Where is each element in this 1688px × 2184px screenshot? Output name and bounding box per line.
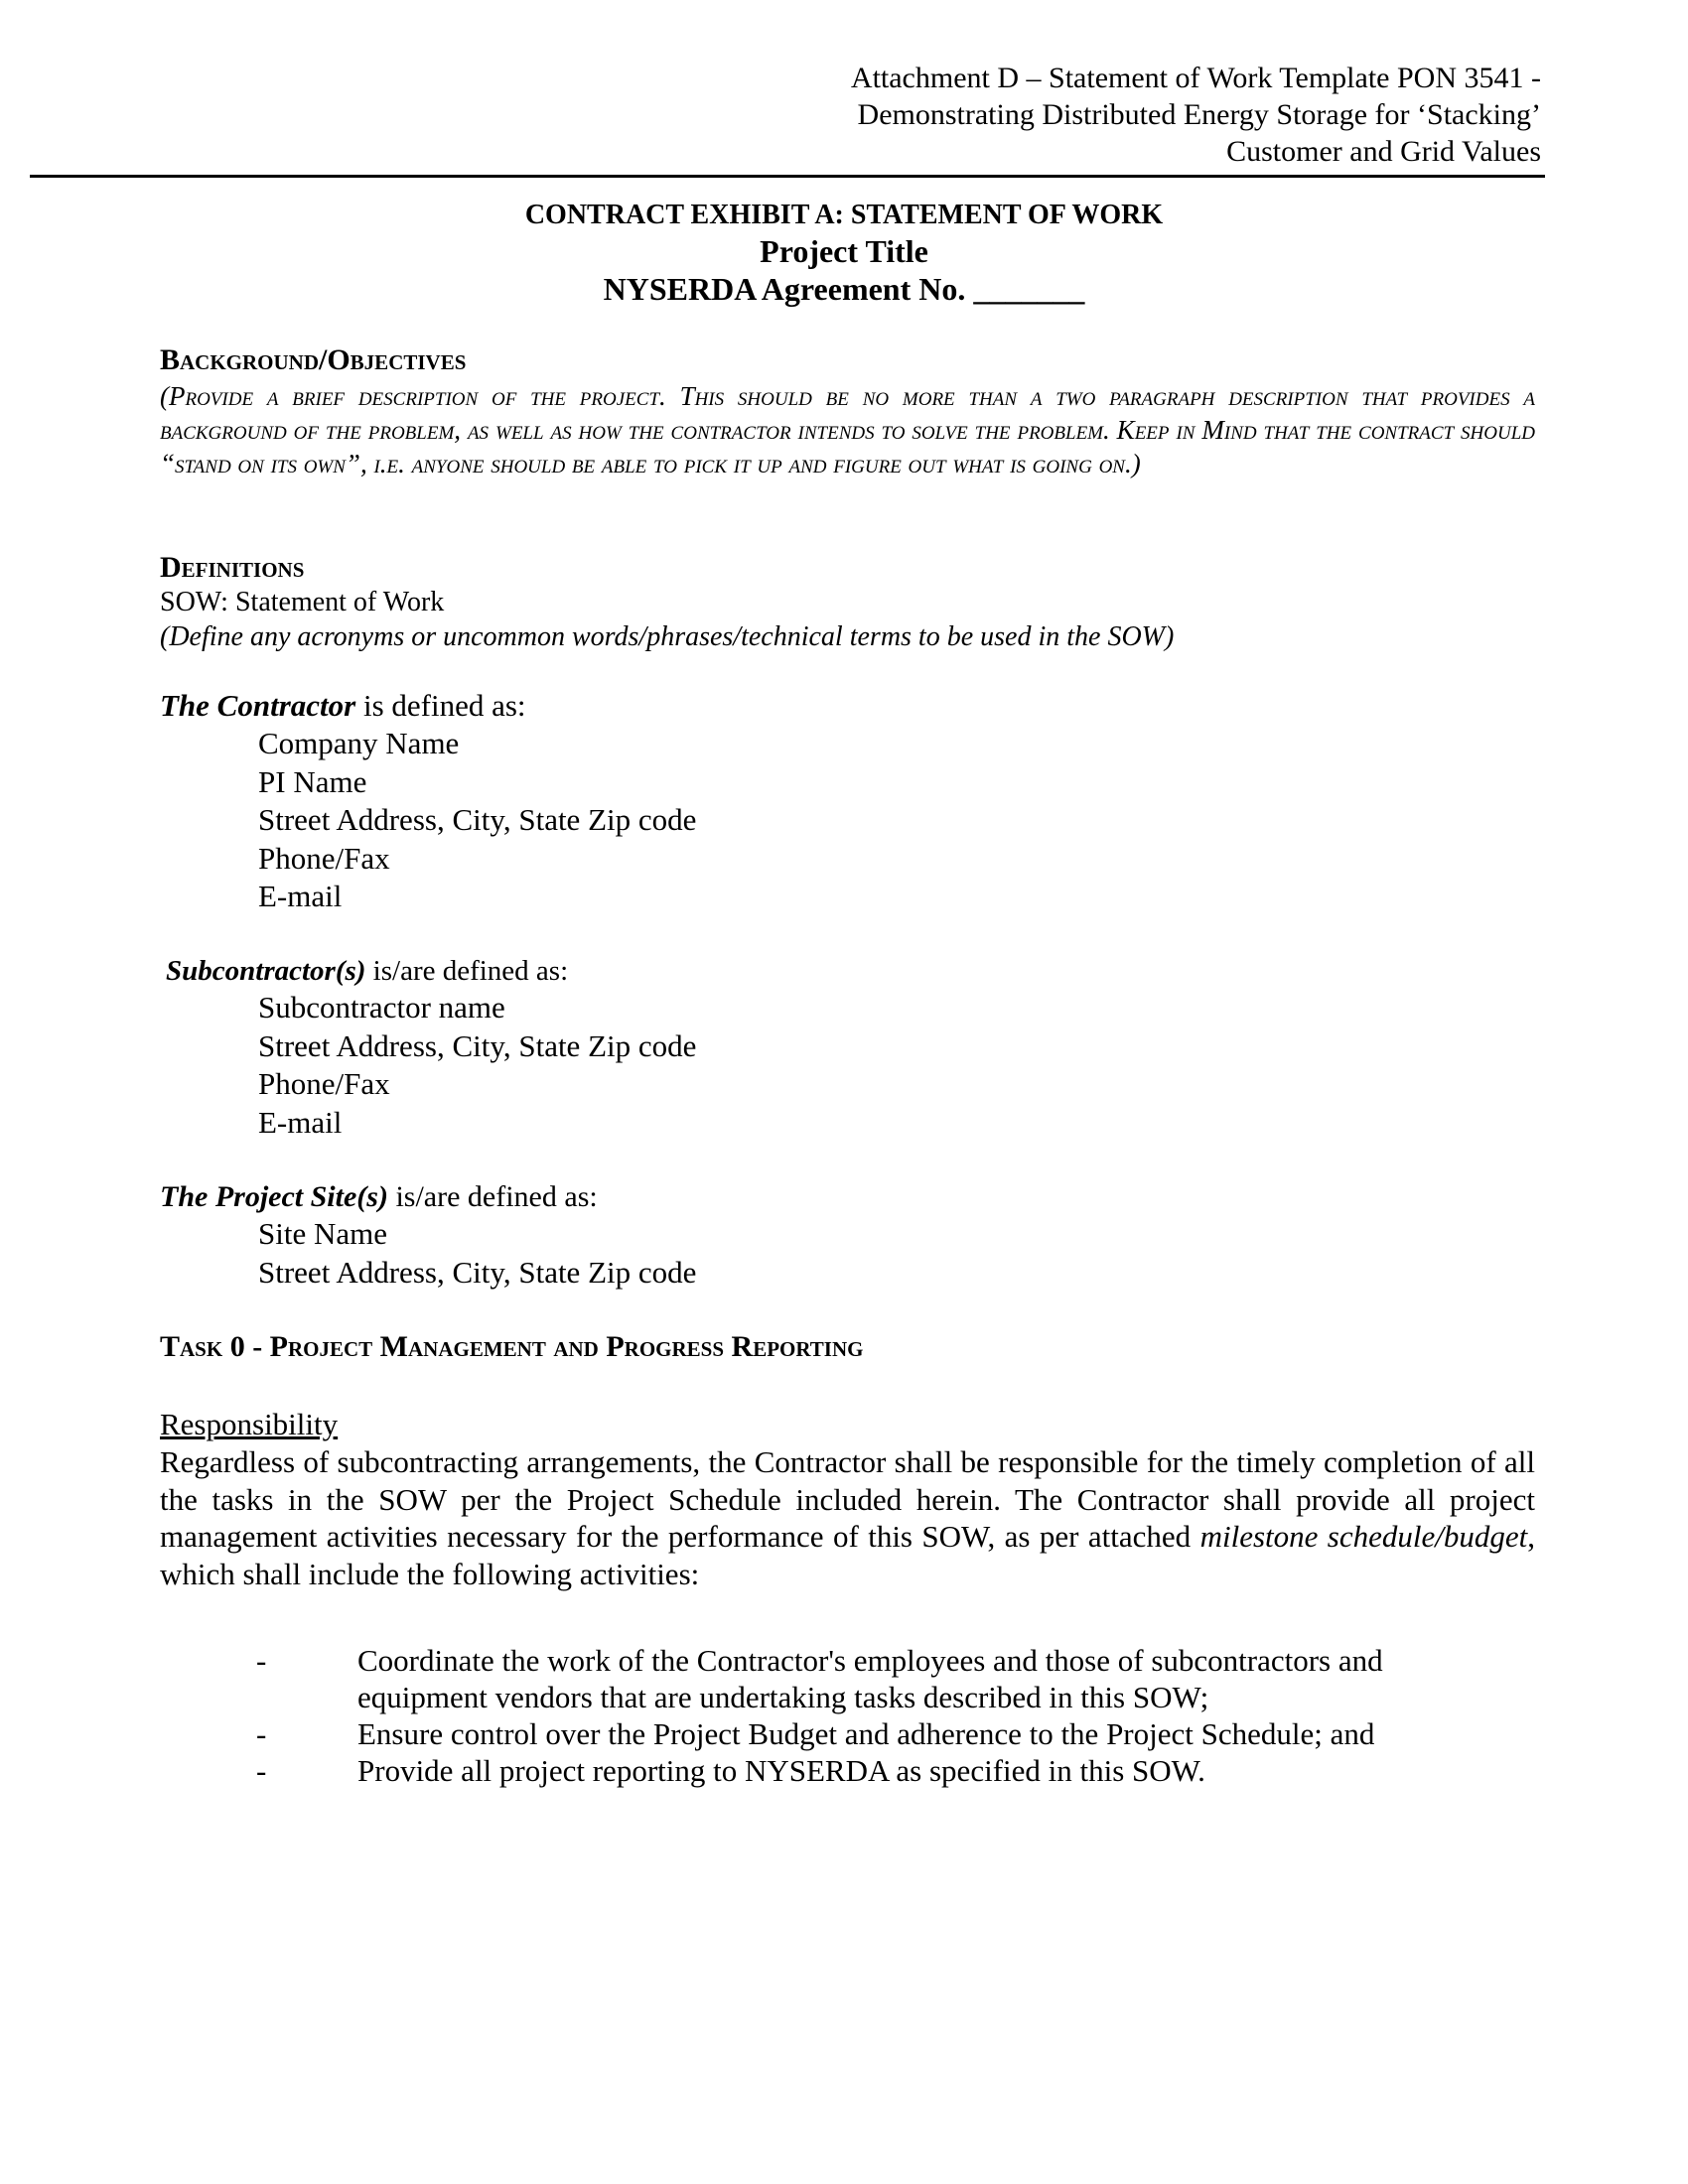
header-line-3: Customer and Grid Values	[1226, 135, 1541, 168]
list-item-text: Ensure control over the Project Budget and adherence to the Project Schedule; and	[357, 1716, 1375, 1751]
subcontractor-label: Subcontractor(s)	[166, 955, 366, 987]
definitions-heading: Definitions	[160, 551, 305, 584]
header-line-1: Attachment D – Statement of Work Template PON 3541 -	[850, 62, 1541, 94]
contractor-lead	[160, 687, 1535, 725]
responsibility-heading: Responsibility	[160, 1407, 339, 1441]
bullet-dash: -	[256, 1716, 267, 1751]
bullet-dash: -	[256, 1643, 267, 1678]
site-line: Street Address, City, State Zip code	[258, 1254, 697, 1290]
definition-sow: SOW: Statement of Work	[160, 587, 445, 617]
responsibility-section	[160, 1406, 1535, 1592]
subcontractor-line: E-mail	[258, 1104, 343, 1140]
contractor-section	[160, 687, 1535, 916]
agreement-number: NYSERDA Agreement No. _______	[603, 271, 1085, 307]
contractor-label: The Contractor	[160, 688, 356, 723]
list-item	[256, 1715, 1487, 1752]
title-block	[0, 199, 1688, 308]
activity-list	[256, 1642, 1487, 1789]
project-title: Project Title	[760, 233, 928, 269]
site-details	[160, 1215, 1535, 1292]
list-item	[256, 1752, 1487, 1789]
site-lead	[160, 1179, 1535, 1215]
subcontractor-suffix: is/are defined as:	[365, 955, 569, 987]
site-line: Site Name	[258, 1216, 387, 1251]
list-item	[256, 1642, 1487, 1715]
contractor-line: Street Address, City, State Zip code	[258, 802, 697, 837]
site-suffix: is/are defined as:	[387, 1180, 598, 1213]
background-text: (Provide a brief description of the project. This should be no more than a two paragraph description that provides a background of the problem, as well as how the contractor intends to solve the problem. Keep in Mind that the contract should “stand on its own”, i.e. anyone should be able to pick it up and figure out what is going on.)	[160, 381, 1535, 478]
list-item-text: Coordinate the work of the Contractor's employees and those of subcontractors and equipment vendors that are undertaking tasks described in this SOW;	[357, 1643, 1383, 1714]
subcontractor-section	[166, 953, 1541, 1142]
background-heading: Background/Objectives	[160, 343, 467, 376]
site-label: The Project Site(s)	[160, 1180, 388, 1213]
subcontractor-line: Street Address, City, State Zip code	[258, 1027, 697, 1063]
subcontractor-line: Phone/Fax	[258, 1066, 390, 1101]
header-divider	[30, 175, 1545, 178]
subcontractor-details	[166, 989, 1541, 1142]
contractor-line: Company Name	[258, 726, 460, 760]
contractor-suffix: is defined as:	[355, 688, 526, 723]
background-section	[160, 343, 1535, 480]
contractor-line: Phone/Fax	[258, 840, 390, 876]
list-item-text: Provide all project reporting to NYSERDA as specified in this SOW.	[357, 1753, 1205, 1788]
subcontractor-line: Subcontractor name	[258, 990, 505, 1024]
task0-heading-block	[160, 1330, 1535, 1364]
page-header	[647, 60, 1541, 170]
contractor-line: PI Name	[258, 763, 367, 799]
definitions-section	[160, 551, 1535, 654]
responsibility-text-end: , which shall include the following activities:	[160, 1519, 1536, 1591]
contractor-details	[160, 725, 1535, 916]
project-site-section	[160, 1179, 1535, 1292]
contractor-line: E-mail	[258, 879, 343, 913]
bullet-dash: -	[256, 1753, 267, 1788]
definitions-note: (Define any acronyms or uncommon words/phrases/technical terms to be used in the SOW)	[160, 621, 1175, 652]
task0-heading: Task 0 - Project Management and Progress Reporting	[160, 1330, 864, 1363]
header-line-2: Demonstrating Distributed Energy Storage for ‘Stacking’	[857, 98, 1541, 131]
responsibility-paragraph	[160, 1443, 1535, 1592]
responsibility-text-italic: milestone schedule/budget	[1199, 1519, 1528, 1554]
responsibility-text-start: Regardless of subcontracting arrangements, the Contractor shall be responsible for the timely completion of all the tasks in the SOW per the Project Schedule included herein. The Contractor shall provide all project management activities necessary for the performance of this SOW, as per attached	[160, 1444, 1535, 1554]
exhibit-title: CONTRACT EXHIBIT A: STATEMENT OF WORK	[524, 200, 1164, 230]
subcontractor-lead	[166, 953, 1541, 989]
